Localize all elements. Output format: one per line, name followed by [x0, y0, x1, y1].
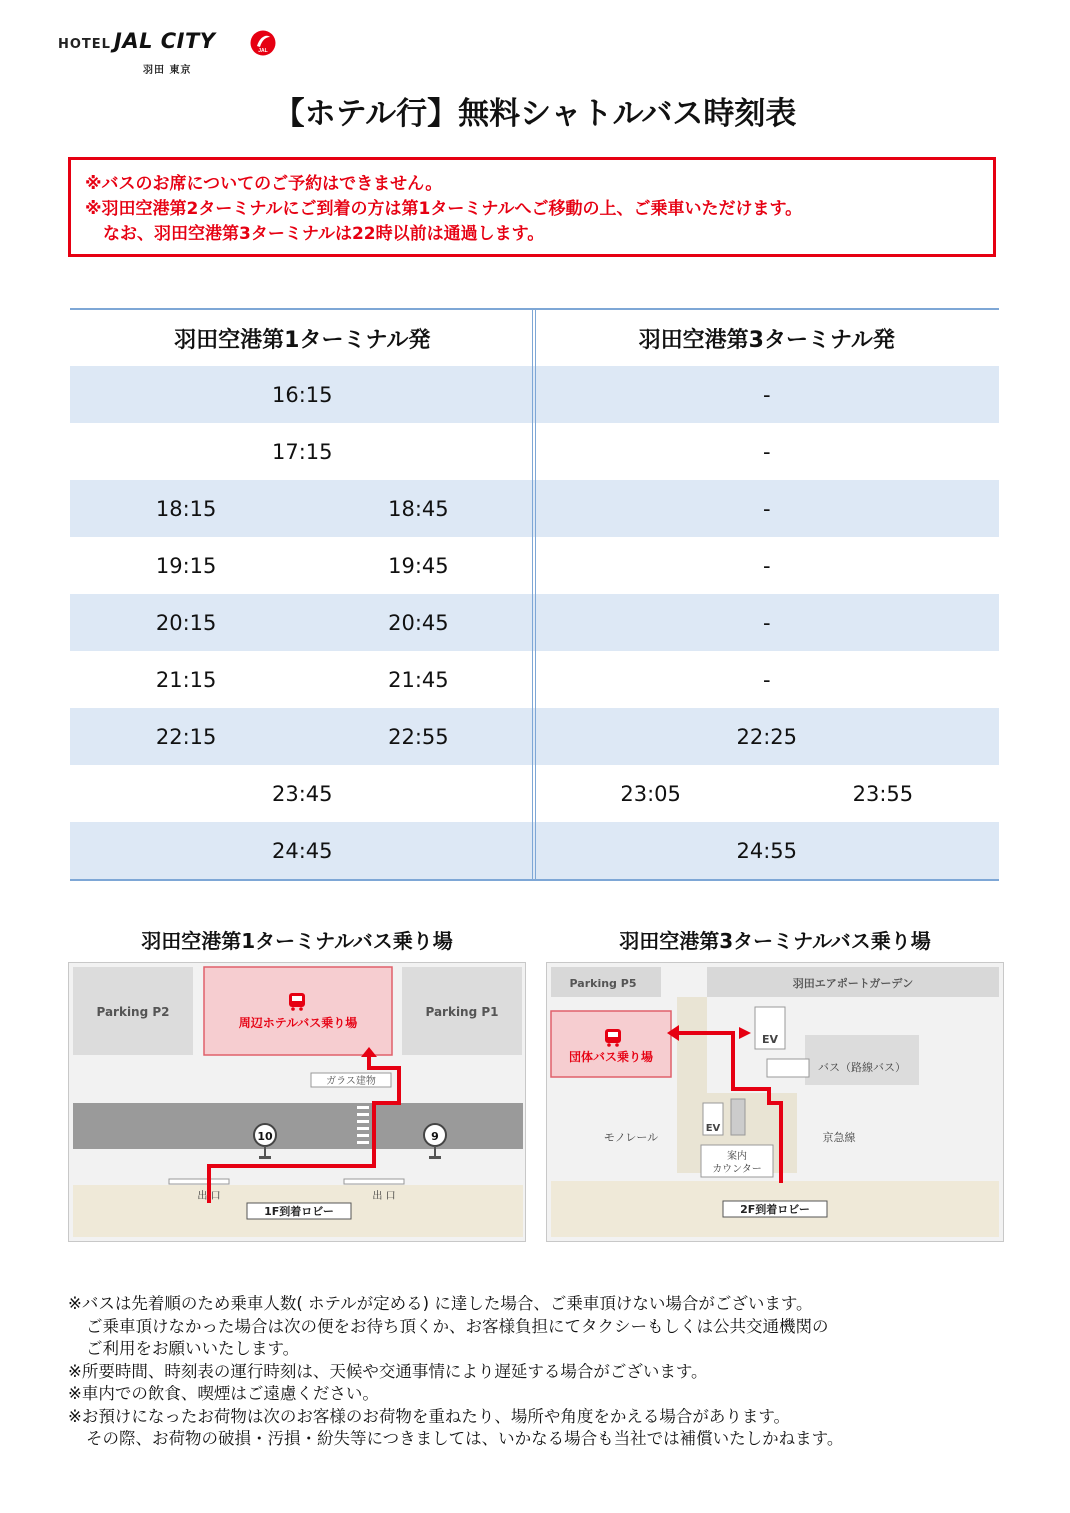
- departure-time: -: [762, 382, 771, 407]
- logo-hotel-text: HOTEL: [58, 37, 111, 52]
- hotel-bus-stop-area: [204, 967, 392, 1055]
- departure-time: 24:45: [271, 838, 333, 863]
- svg-text:バス（路線バス）: バス（路線バス）: [818, 1061, 906, 1074]
- departure-time: -: [762, 553, 771, 578]
- departure-time: 23:05: [620, 781, 681, 806]
- terminal-3-times: [535, 651, 1000, 708]
- terminal-1-times: [70, 366, 535, 423]
- svg-text:10: 10: [257, 1130, 273, 1143]
- svg-text:団体バス乗り場: 団体バス乗り場: [568, 1050, 654, 1064]
- departure-time: -: [762, 439, 771, 464]
- departure-time: -: [762, 667, 771, 692]
- terminal-1-times: [70, 822, 535, 879]
- svg-text:Parking P5: Parking P5: [569, 977, 637, 990]
- road: [73, 1103, 523, 1149]
- notice-line: ※バスのお席についてのご予約はできません。: [85, 174, 443, 194]
- terminal-3-times: [535, 822, 1000, 879]
- terminal-1-times: [70, 480, 535, 537]
- departure-time: 19:15: [155, 553, 217, 578]
- terminal-3-times: [535, 765, 1000, 822]
- svg-text:9: 9: [431, 1130, 439, 1143]
- svg-text:EV: EV: [705, 1123, 721, 1134]
- departure-time: 16:15: [271, 382, 333, 407]
- departure-time: 20:45: [388, 610, 449, 635]
- note-line: ※所要時間、時刻表の運行時刻は、天候や交通事情により遅延する場合がございます。: [68, 1361, 708, 1381]
- note-line: ご利用をお願いいたします。: [86, 1339, 300, 1358]
- terminal-1-times: [70, 651, 535, 708]
- terminal-3-times: [535, 594, 1000, 651]
- note-line: ご乗車頂けなかった場合は次の便をお待ち頂くか、お客様負担にてタクシーもしくは公共交通機関の: [86, 1316, 829, 1336]
- timetable: [70, 308, 999, 881]
- departure-time: 19:45: [388, 553, 449, 578]
- header-terminal-3: 羽田空港第3ターミナル発: [638, 327, 895, 353]
- notice-line: ※羽田空港第2ターミナルにご到着の方は第1ターミナルへご移動の上、ご乗車いただけます。: [85, 199, 803, 219]
- svg-text:1F到着ロビー: 1F到着ロビー: [264, 1205, 334, 1218]
- map1-title: 羽田空港第1ターミナルバス乗り場: [141, 929, 453, 953]
- terminal-3-times: [535, 366, 1000, 423]
- page-title: 【ホテル行】無料シャトルバス時刻表: [273, 96, 797, 132]
- svg-text:周辺ホテルバス乗り場: 周辺ホテルバス乗り場: [238, 1016, 358, 1030]
- hotel-logo: [58, 30, 278, 75]
- notes: [68, 1293, 1018, 1451]
- logo-brand-text: JAL CITY: [114, 29, 216, 53]
- logo-location: 羽田 東京: [143, 65, 192, 76]
- svg-text:モノレール: モノレール: [603, 1131, 659, 1144]
- departure-time: 23:45: [271, 781, 333, 806]
- terminal1-map: [68, 962, 526, 1242]
- terminal3-map: [546, 962, 1004, 1242]
- departure-time: 24:55: [736, 838, 798, 863]
- header-terminal-1: 羽田空港第1ターミナル発: [174, 327, 431, 353]
- svg-text:EV: EV: [761, 1033, 779, 1046]
- svg-text:京急線: 京急線: [822, 1131, 856, 1144]
- svg-text:2F到着ロビー: 2F到着ロビー: [740, 1203, 810, 1216]
- note-line: ※お預けになったお荷物は次のお客様のお荷物を重ねたり、場所や角度をかえる場合があります。: [68, 1406, 791, 1426]
- terminal-1-times: [70, 765, 535, 822]
- group-bus-stop-area: [551, 1011, 671, 1077]
- svg-text:Parking P1: Parking P1: [425, 1005, 499, 1019]
- note-line: その際、お荷物の破損・汚損・紛失等につきましては、いかなる場合も当社では補償いたしかねます。: [86, 1429, 844, 1448]
- note-line: ※車内での飲食、喫煙はご遠慮ください。: [68, 1384, 379, 1403]
- jal-crane-icon: [250, 30, 276, 56]
- svg-text:羽田エアポートガーデン: 羽田エアポートガーデン: [792, 977, 914, 990]
- departure-time: 18:45: [388, 496, 449, 521]
- terminal-1-times: [70, 594, 535, 651]
- svg-text:出 口: 出 口: [197, 1191, 221, 1202]
- notice-line: なお、羽田空港第3ターミナルは22時以前は通過します。: [103, 224, 545, 244]
- map3-title: 羽田空港第3ターミナルバス乗り場: [619, 929, 931, 953]
- terminal-1-times: [70, 423, 535, 480]
- svg-text:出 口: 出 口: [372, 1191, 396, 1202]
- departure-time: 23:55: [852, 781, 914, 806]
- departure-time: 17:15: [271, 439, 333, 464]
- notice-box: [68, 157, 996, 257]
- departure-time: 20:15: [155, 610, 217, 635]
- svg-text:JAL: JAL: [258, 48, 268, 54]
- terminal-1-times: [70, 537, 535, 594]
- departure-time: 18:15: [155, 496, 217, 521]
- svg-text:案内: 案内: [727, 1151, 747, 1162]
- departure-time: -: [762, 610, 771, 635]
- terminal-3-times: [535, 423, 1000, 480]
- terminal-1-times: [70, 708, 535, 765]
- svg-text:カウンター: カウンター: [712, 1164, 762, 1175]
- route-bus-area: [805, 1035, 919, 1085]
- departure-time: -: [762, 496, 771, 521]
- svg-text:ガラス建物: ガラス建物: [326, 1076, 376, 1087]
- terminal-3-times: [535, 537, 1000, 594]
- departure-time: 22:25: [736, 724, 798, 749]
- column-divider: [532, 308, 536, 881]
- departure-time: 21:45: [388, 667, 449, 692]
- svg-text:Parking P2: Parking P2: [96, 1005, 170, 1019]
- departure-time: 22:15: [155, 724, 217, 749]
- terminal-3-times: [535, 480, 1000, 537]
- note-line: ※バスは先着順のため乗車人数( ホテルが定める) に達した場合、ご乗車頂けない場合がございます。: [68, 1294, 813, 1313]
- terminal-3-times: [535, 708, 1000, 765]
- departure-time: 22:55: [388, 724, 449, 749]
- departure-time: 21:15: [155, 667, 217, 692]
